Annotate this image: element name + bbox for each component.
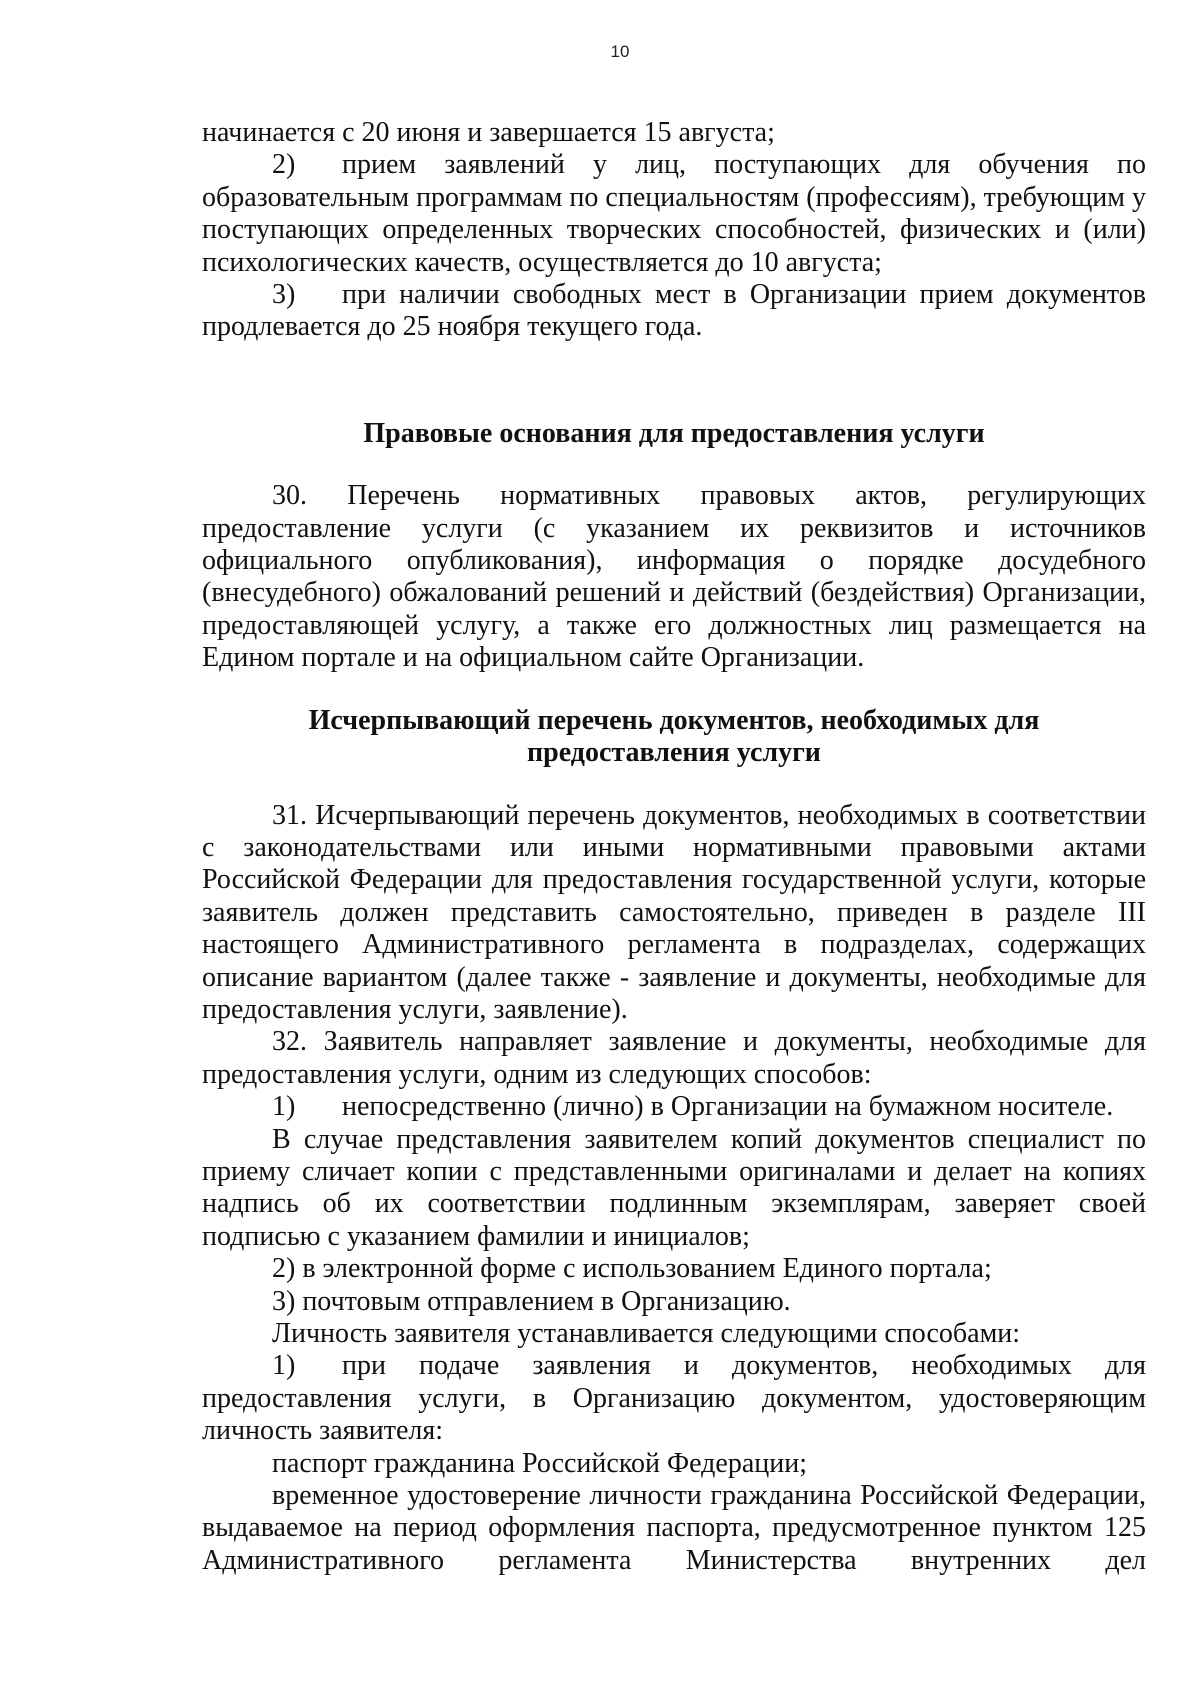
paragraph-item-2: [202, 149, 1146, 279]
item-number: 3): [272, 279, 296, 311]
heading-line: предоставления услуги: [527, 737, 821, 769]
paragraph-identity-item-1: [202, 1350, 1146, 1447]
item-number: 2): [272, 149, 296, 181]
document-body: [202, 117, 1146, 1577]
paragraph-passport: паспорт гражданина Российской Федерации;: [272, 1447, 808, 1479]
paragraph-continuation: начинается с 20 июня и завершается 15 августа;: [202, 117, 775, 148]
item-text: при подаче заявления и документов, необходимых для предоставления услуги, в Организацию документом, удостоверяющим личность заявителя:: [202, 1350, 1146, 1447]
item-text: непосредственно (лично) в Организации на бумажном носителе.: [342, 1091, 1114, 1123]
paragraph-32-item-2: 2) в электронной форме с использованием Единого портала;: [272, 1253, 992, 1285]
paragraph-identity: Личность заявителя устанавливается следующими способами:: [272, 1318, 1021, 1349]
section-heading-legal-basis: Правовые основания для предоставления услуги: [363, 417, 985, 449]
item-text: прием заявлений у лиц, поступающих для обучения по образовательным программам по специальностям (профессиям), требующим у поступающих определенных творческих способностей, физических и (или) психологических качеств, осуществляется до 10 августа;: [202, 149, 1146, 278]
heading-line: Исчерпывающий перечень документов, необходимых для: [308, 704, 1040, 736]
section-heading-documents-list: [202, 705, 1146, 770]
paragraph-32-item-3: 3) почтовым отправлением в Организацию.: [272, 1285, 791, 1317]
paragraph-32-item-1: [202, 1091, 1146, 1123]
page-number: 10: [610, 42, 630, 61]
item-number: 1): [272, 1350, 296, 1382]
paragraph-31: 31. Исчерпывающий перечень документов, необходимых в соответствии с законодательствами или иными нормативными правовыми актами Российской Федерации для предоставления государственной услуги, которые заявитель должен представить самостоятельно, приведен в разделе III настоящего Административного регламента в подразделах, содержащих описание вариантом (далее также - заявление и документы, необходимые для предоставления услуги, заявление).: [202, 799, 1146, 1025]
item-number: 1): [272, 1091, 296, 1123]
paragraph-30: 30. Перечень нормативных правовых актов, регулирующих предоставление услуги (с указанием их реквизитов и источников официального опубликования), информация о порядке досудебного (внесудебного) обжалований решений и действий (бездействия) Организации, предоставляющей услугу, а также его должностных лиц размещается на Едином портале и на официальном сайте Организации.: [202, 480, 1146, 674]
paragraph-copies: В случае представления заявителем копий документов специалист по приему сличает копии с представленными оригиналами и делает на копиях надпись об их соответствии подлинным экземплярам, заверяет своей подписью с указанием фамилии и инициалов;: [202, 1123, 1146, 1252]
paragraph-32: 32. Заявитель направляет заявление и документы, необходимые для предоставления услуги, одним из следующих способов:: [202, 1026, 1146, 1090]
paragraph-temporary-id: временное удостоверение личности гражданина Российской Федерации, выдаваемое на период оформления паспорта, предусмотренное пунктом 125 Административного регламента Министерства внутренних дел: [202, 1480, 1146, 1576]
item-text: при наличии свободных мест в Организации прием документов продлевается до 25 ноября текущего года.: [202, 279, 1146, 343]
paragraph-item-3: [202, 279, 1146, 344]
